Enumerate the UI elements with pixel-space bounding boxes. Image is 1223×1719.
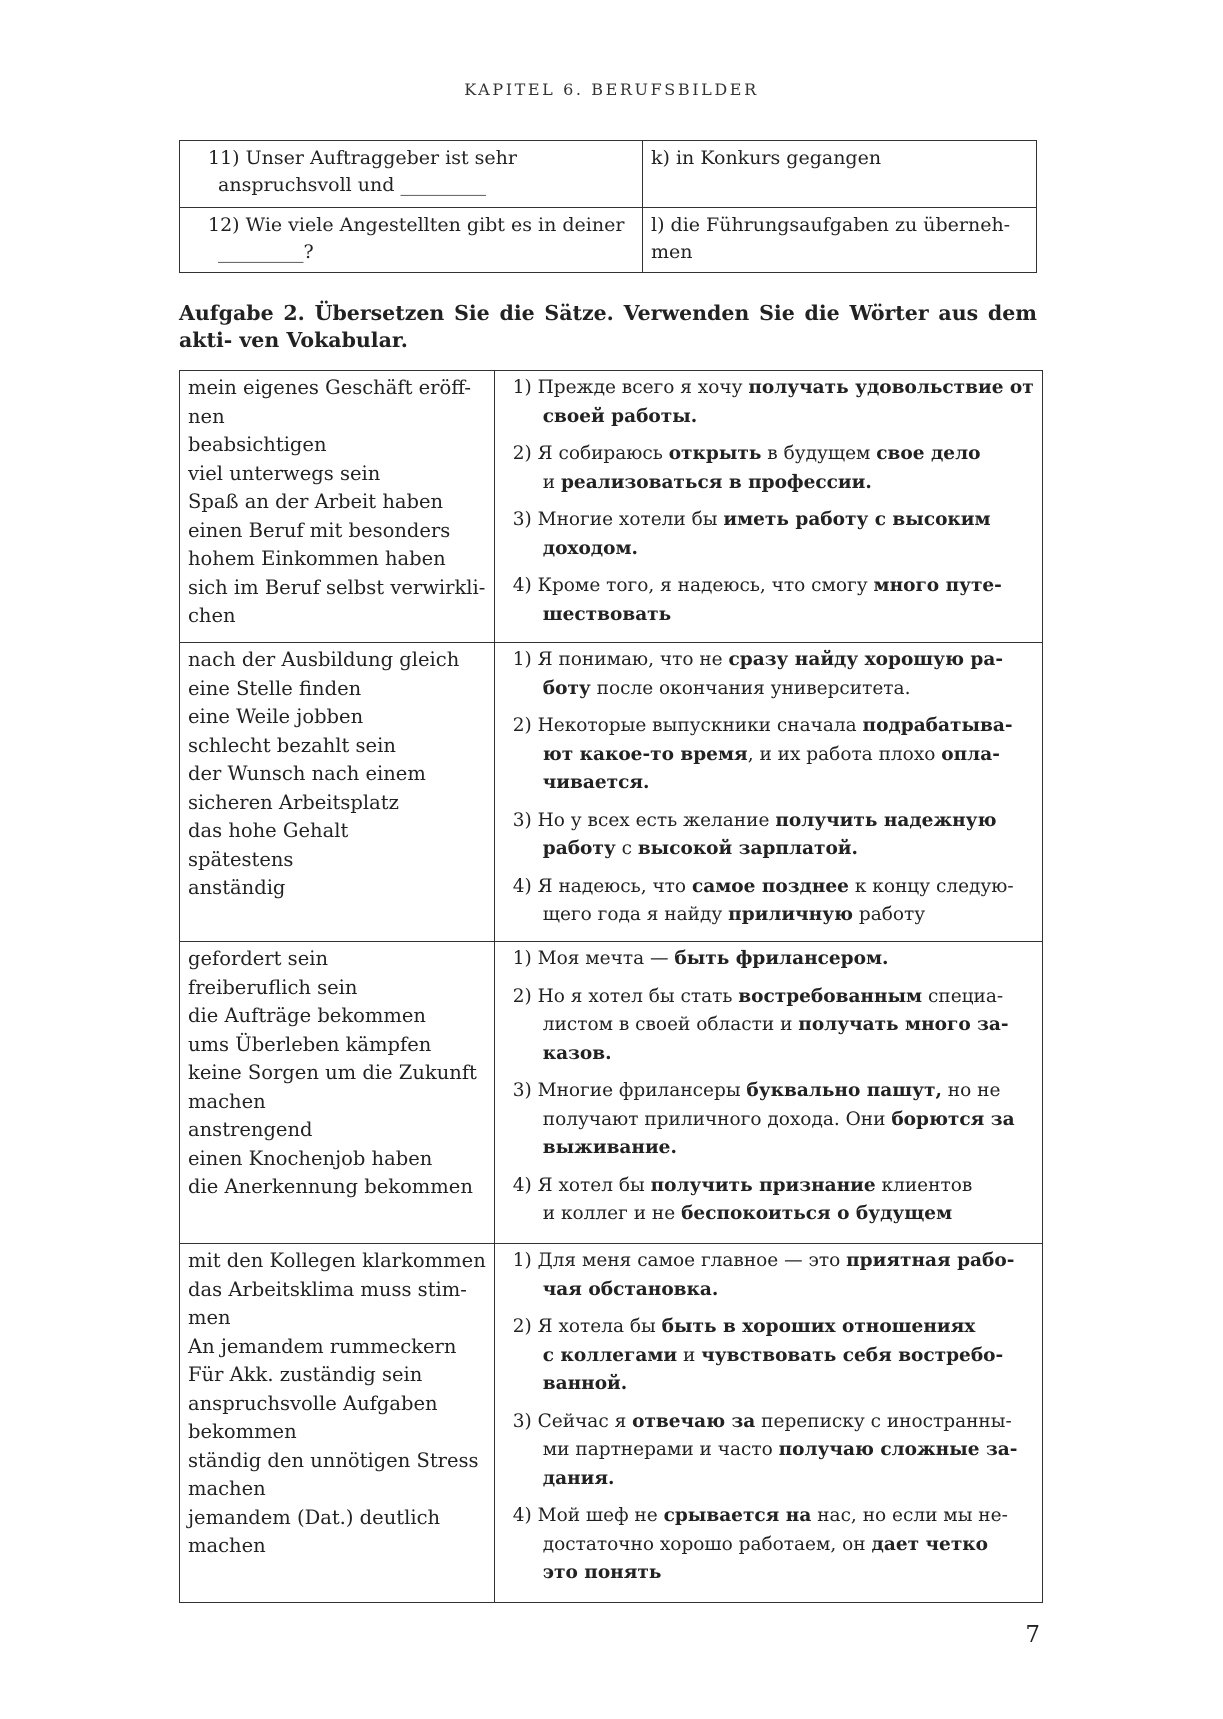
vocabulary-line: beabsichtigen	[188, 433, 327, 456]
sentence-line: 2) Я собираюсь открыть в будущем свое дело	[512, 443, 981, 464]
vocabulary-line: chen	[188, 604, 236, 627]
vocabulary-line: hohem Einkommen haben	[188, 547, 446, 570]
vocabulary-line: An jemandem rummeckern	[188, 1334, 457, 1358]
vocabulary-cell	[180, 1244, 495, 1603]
task-heading: Aufgabe 2. Übersetzen Sie die Sätze. Verwenden Sie die Wörter aus dem akti- ven Vokabular.	[179, 301, 1037, 352]
vocabulary-line: freiberuflich sein	[188, 975, 358, 999]
answer-cell: l) die Führungsaufgaben zu überneh- men	[643, 208, 1037, 273]
sentences-cell	[494, 1244, 1042, 1603]
sentence-line: 1) Для меня самое главное — это приятная рабо-	[512, 1250, 1015, 1271]
sentence-item	[513, 945, 1034, 974]
sentence-line: дания.	[542, 1467, 615, 1489]
sentence-line: боту после окончания университета.	[542, 677, 911, 699]
sentence-item	[513, 440, 1034, 497]
sentence-item	[513, 1313, 1034, 1399]
sentence-line: 4) Я надеюсь, что самое позднее к концу следую-	[512, 875, 1014, 897]
sentence-line: 1) Я понимаю, что не сразу найду хорошую ра-	[512, 649, 1004, 670]
sentence-line: 2) Но я хотел бы стать востребованным специа-	[512, 985, 1004, 1007]
sentence-item	[513, 1408, 1034, 1494]
sentence-line: щего года я найду приличную работу	[542, 904, 926, 925]
vocabulary-line: bekommen	[188, 1420, 297, 1443]
sentence-cell: 11) Unser Auftraggeber ist sehr anspruchsvoll und _________	[180, 141, 643, 208]
vocabulary-line: anständig	[188, 876, 286, 899]
sentence-item	[513, 1172, 1034, 1229]
vocabulary-line: Für Akk. zuständig sein	[188, 1363, 423, 1386]
sentence-item	[513, 1502, 1034, 1588]
sentence-line: 1) Моя мечта — быть фрилансером.	[512, 948, 889, 969]
table-row	[180, 371, 1043, 643]
vocabulary-line: anspruchsvolle Aufgaben	[188, 1391, 438, 1415]
sentence-item	[513, 1077, 1034, 1163]
vocabulary-line: men	[188, 1306, 231, 1329]
sentence-line: работу с высокой зарплатой.	[542, 838, 858, 859]
sentence-item	[513, 712, 1034, 798]
sentence-line: шествовать	[542, 603, 672, 625]
vocabulary-line: sich im Beruf selbst verwirkli-	[188, 575, 486, 599]
vocabulary-line: viel unterwegs sein	[188, 461, 381, 485]
vocabulary-line: anstrengend	[188, 1118, 313, 1141]
sentence-line: 3) Сейчас я отвечаю за переписку с иностранны-	[512, 1410, 1012, 1432]
sentence-line: казов.	[542, 1042, 612, 1064]
sentence-line: 3) Но у всех есть желание получить надежную	[512, 809, 997, 831]
vocabulary-line: gefordert sein	[188, 947, 329, 970]
sentence-line: 4) Мой шеф не срывается на нас, но если мы не-	[512, 1505, 1008, 1526]
vocabulary-line: eine Weile jobben	[188, 705, 364, 728]
vocabulary-line: schlecht bezahlt sein	[188, 733, 396, 757]
vocabulary-line: jemandem (Dat.) deutlich	[188, 1505, 441, 1529]
vocabulary-line: machen	[188, 1477, 266, 1500]
sentence-item	[513, 506, 1034, 563]
sentence-item	[513, 572, 1034, 629]
sentence-line: ванной.	[542, 1373, 628, 1394]
sentence-line: 3) Многие фрилансеры буквально пашут, но не	[512, 1080, 1001, 1101]
sentence-item	[513, 983, 1034, 1069]
vocabulary-cell	[180, 942, 495, 1244]
vocabulary-line: eine Stelle finden	[188, 676, 362, 700]
vocabulary-line: nen	[188, 404, 225, 428]
sentence-line: выживание.	[542, 1137, 677, 1158]
page-number: 7	[1025, 1622, 1040, 1648]
vocabulary-line: der Wunsch nach einem	[188, 762, 426, 785]
sentence-line: получают приличного дохода. Они борются за	[542, 1108, 1015, 1130]
sentence-line: ют какое-то время, и их работа плохо опла-	[542, 743, 1000, 765]
vocabulary-line: machen	[188, 1534, 266, 1557]
sentence-line: и реализоваться в профессии.	[542, 471, 872, 493]
sentence-line: 1) Прежде всего я хочу получать удовольствие от	[512, 377, 1034, 398]
sentence-line: и коллег и не беспокоиться о будущем	[542, 1203, 953, 1224]
sentence-item	[513, 374, 1034, 431]
matching-table	[179, 140, 1037, 273]
vocabulary-line: das Arbeitsklima muss stim-	[188, 1277, 467, 1301]
vocabulary-line: das hohe Gehalt	[188, 819, 349, 842]
vocabulary-line: die Anerkennung bekommen	[188, 1175, 473, 1198]
vocabulary-cell	[180, 371, 495, 643]
sentence-line: чивается.	[542, 772, 650, 793]
vocabulary-line: nach der Ausbildung gleich	[188, 648, 460, 671]
sentence-line: своей работы.	[542, 405, 698, 427]
sentence-line: ми партнерами и часто получаю сложные за-	[542, 1439, 1018, 1460]
vocabulary-line: mit den Kollegen klarkommen	[188, 1249, 486, 1272]
vocabulary-cell	[180, 643, 495, 942]
table-row	[180, 141, 1037, 208]
vocabulary-line: spätestens	[188, 847, 294, 871]
running-header: KAPITEL 6. BERUFSBILDER	[464, 80, 759, 99]
sentence-line: 3) Многие хотели бы иметь работу с высоким	[512, 509, 991, 530]
translation-table	[179, 370, 1043, 1603]
vocabulary-line: keine Sorgen um die Zukunft	[188, 1061, 477, 1084]
vocabulary-line: einen Knochenjob haben	[188, 1146, 433, 1170]
answer-cell: k) in Konkurs gegangen	[643, 141, 1037, 208]
sentence-item	[513, 646, 1034, 703]
sentence-line: 2) Некоторые выпускники сначала подрабатыва-	[512, 715, 1013, 736]
table-row	[180, 1244, 1043, 1603]
sentence-cell: 12) Wie viele Angestellten gibt es in deiner _________?	[180, 208, 643, 273]
sentence-line: 4) Кроме того, я надеюсь, что смогу много путе-	[512, 575, 1002, 596]
sentence-item	[513, 1247, 1034, 1304]
vocabulary-line: einen Beruf mit besonders	[188, 518, 451, 542]
vocabulary-line: mein eigenes Geschäft eröff-	[188, 376, 471, 399]
vocabulary-line: ums Überleben kämpfen	[188, 1032, 432, 1056]
sentence-item	[513, 873, 1034, 930]
sentence-line: это понять	[542, 1562, 662, 1583]
table-row	[180, 643, 1043, 942]
sentence-line: достаточно хорошо работаем, он дает четко	[542, 1533, 988, 1555]
sentences-cell	[494, 371, 1042, 643]
vocabulary-line: machen	[188, 1089, 266, 1113]
sentences-cell	[494, 942, 1042, 1244]
vocabulary-line: die Aufträge bekommen	[188, 1004, 426, 1027]
sentence-item	[513, 807, 1034, 864]
vocabulary-line: Spaß an der Arbeit haben	[188, 490, 444, 513]
sentences-cell	[494, 643, 1042, 942]
vocabulary-line: ständig den unnötigen Stress	[188, 1448, 479, 1472]
sentence-line: доходом.	[542, 537, 638, 559]
sentence-line: листом в своей области и получать много за-	[542, 1014, 1009, 1035]
sentence-line: с коллегами и чувствовать себя востребо-	[542, 1344, 1004, 1366]
vocabulary-line: sicheren Arbeitsplatz	[188, 790, 399, 814]
sentence-line: 2) Я хотела бы быть в хороших отношениях	[512, 1316, 976, 1337]
table-row	[180, 208, 1037, 273]
sentence-line: 4) Я хотел бы получить признание клиентов	[512, 1174, 973, 1196]
table-row	[180, 942, 1043, 1244]
sentence-line: чая обстановка.	[542, 1278, 719, 1300]
